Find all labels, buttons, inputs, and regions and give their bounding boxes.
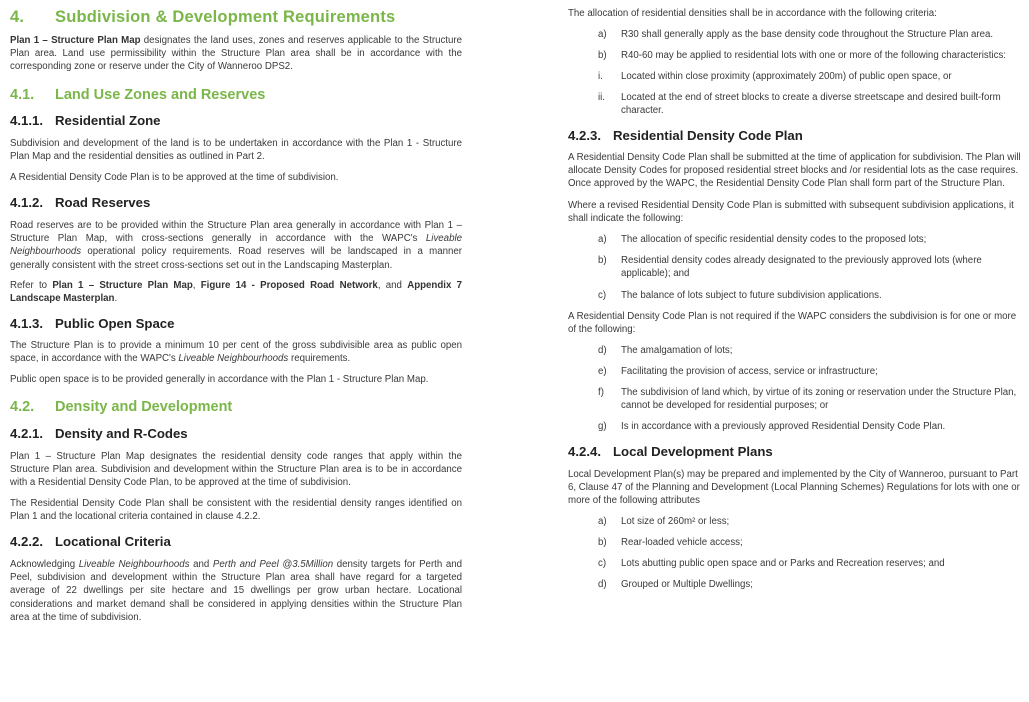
liveable-neighbourhoods-ref: Liveable Neighbourhoods [178,353,289,365]
list-item [598,386,1021,412]
liveable-neighbourhoods-ref: Liveable Neighbourhoods [78,559,190,570]
figure-14-ref: Figure 14 - Proposed Road Network [200,280,378,291]
list-text: Located at the end of street blocks to create a diverse streetscape and desired built-form character. [621,92,1001,117]
list-item [598,70,1021,83]
public-open-space-para-1 [10,339,462,365]
section-title: Density and R-Codes [55,426,188,441]
appendix-7-ref: Appendix 7 Landscape Masterplan [10,280,462,305]
text: Road reserves are to be provided within the Structure Plan area generally in accordance with Plan 1 – Structure Plan Map, with cross-sections generally in accordance with the WAPC's [10,220,462,245]
section-4-2-3-heading [568,128,803,143]
section-title: Residential Density Code Plan [613,128,803,143]
list-marker: a) [598,516,607,527]
density-code-plan-para-2: Where a revised Residential Density Code Plan is submitted with subsequent subdivision applications, it shall indicate the following: [568,200,1014,225]
section-4-intro [10,34,462,74]
list-marker: d) [598,579,607,590]
section-4-heading [10,8,395,27]
section-number: 4.1.3. [10,316,43,331]
text: The Structure Plan is to provide a minimum 10 per cent of the gross subdivisible area as public open space, in accordance with the WAPC's [10,340,462,365]
density-code-plan-para-3: A Residential Density Code Plan is not required if the WAPC considers the subdivision is for one or more of the following: [568,311,1017,336]
section-number: 4.2.2. [10,534,43,549]
road-reserves-para-1 [10,219,462,272]
list-marker: b) [598,50,607,61]
list-item [598,557,1021,570]
list-item [598,515,1021,528]
plan-1-ref: Plan 1 – Structure Plan Map [10,35,141,46]
list-item [598,289,1021,302]
list-text: Lots abutting public open space and or Parks and Recreation reserves; and [621,558,945,569]
list-text: Is in accordance with a previously approved Residential Density Code Plan. [621,421,946,432]
text: and [189,559,213,570]
section-4-1-heading [10,87,265,103]
list-text: Grouped or Multiple Dwellings; [621,579,753,590]
list-marker: c) [598,290,607,301]
section-title: Road Reserves [55,195,151,210]
local-development-plans-para: Local Development Plan(s) may be prepared and implemented by the City of Wanneroo, pursuant to Part 6, Clause 47 of the Planning and Development (Local Planning Schemes) Regulations for lots with one or more of the following attributes [568,469,1020,507]
list-text: Lot size of 260m² or less; [621,516,730,527]
section-number: 4.2.4. [568,444,601,459]
list-text: Residential density codes already designated to the previously approved lots (where applicable); and [621,255,982,280]
text: . [114,293,118,305]
section-number: 4. [10,8,25,26]
text: density targets for Perth and Peel, subdivision and development within the Structure Plan area shall have regard for a targeted average of 22 dwellings per site hectare and 15 dwellings per grow urban hectare. Locational considerations and market demand shall be considered in applying densities within the Structure Plan area at the time of subdivision. [10,559,463,623]
list-item [598,254,1021,280]
list-text: The balance of lots subject to future subdivision applications. [621,290,882,301]
list-item [598,49,1021,62]
section-title: Density and Development [55,399,233,415]
locational-criteria-para [10,558,462,624]
road-reserves-para-2 [10,279,462,305]
list-text: The subdivision of land which, by virtue of its zoning or reservation under the Structure Plan, cannot be developed for residential purposes; or [621,387,1017,412]
list-text: Facilitating the provision of access, service or infrastructure; [621,366,878,377]
section-number: 4.1. [10,87,35,103]
list-marker: d) [598,345,607,356]
list-marker: i. [598,71,603,82]
list-item [598,536,1021,549]
liveable-neighbourhoods-ref: Liveable Neighbourhoods [10,233,462,258]
text: , [192,280,201,291]
text: , and [377,280,408,291]
allocation-intro: The allocation of residential densities shall be in accordance with the following criteria: [568,8,937,19]
section-4-2-2-heading [10,534,171,549]
list-item [598,420,1021,433]
plan-1-ref: Plan 1 – Structure Plan Map [52,280,193,291]
residential-zone-para-2: A Residential Density Code Plan is to be approved at the time of subdivision. [10,172,339,183]
section-number: 4.2. [10,399,35,415]
density-rcodes-para-1: Plan 1 – Structure Plan Map designates the residential density code ranges that apply within the Structure Plan area. Subdivision and development within the Structure Plan area is to be in accordance with a Residential Density Code Plan, to be approved at the time of subdivision. [10,451,462,489]
text: operational policy requirements. Road reserves will be landscaped in a manner generally consistent with the street cross-sections set out in the Landscaping Masterplan. [10,246,462,271]
list-text: R30 shall generally apply as the base density code throughout the Structure Plan area. [621,29,994,40]
section-title: Local Development Plans [613,444,773,459]
text: requirements. [288,353,351,365]
list-text: Rear-loaded vehicle access; [621,537,743,548]
list-item [598,233,1021,246]
list-item [598,344,1021,357]
section-4-1-1-heading [10,113,161,128]
section-4-2-4-heading [568,444,773,459]
section-number: 4.1.2. [10,195,43,210]
section-4-2-heading [10,399,232,415]
section-title: Locational Criteria [55,534,171,549]
intro-text: designates the land uses, zones and reserves applicable to the Structure Plan area. Land use permissibility within the Structure Plan area shall be in accordance with the corresponding zone or reserve under the City of Wanneroo DPS2. [10,35,462,73]
list-marker: g) [598,421,607,432]
section-title: Subdivision & Development Requirements [55,8,396,26]
section-title: Residential Zone [55,113,161,128]
list-marker: a) [598,29,607,40]
list-item [598,91,1021,117]
list-item [598,365,1021,378]
list-item [598,578,1021,591]
list-text: The amalgamation of lots; [621,345,733,356]
list-text: The allocation of specific residential density codes to the proposed lots; [621,234,927,245]
text: Refer to [10,280,53,291]
list-marker: ii. [598,92,605,103]
public-open-space-para-2: Public open space is to be provided generally in accordance with the Plan 1 - Structure Plan Map. [10,374,429,385]
list-marker: b) [598,537,607,548]
list-item [598,28,1021,41]
section-4-2-1-heading [10,426,188,441]
list-text: R40-60 may be applied to residential lots with one or more of the following characteristics: [621,50,1007,61]
density-code-plan-para-1: A Residential Density Code Plan shall be submitted at the time of application for subdivision. The Plan will allocate Density Codes for proposed residential street blocks and /or residential lots as the case requires. Once approved by the WAPC, the Residential Density Code Plan shall form part of the Structure Plan. [568,152,1021,190]
list-marker: e) [598,366,607,377]
text: Acknowledging [10,559,79,570]
residential-zone-para-1: Subdivision and development of the land is to be undertaken in accordance with the Plan 1 - Structure Plan Map and the residential densities as outlined in Part 2. [10,138,462,163]
section-number: 4.2.1. [10,426,43,441]
section-4-1-3-heading [10,316,174,331]
section-title: Public Open Space [55,316,175,331]
perth-peel-ref: Perth and Peel @3.5Million [212,559,334,570]
list-marker: a) [598,234,607,245]
section-4-1-2-heading [10,195,150,210]
list-marker: f) [598,387,604,398]
section-number: 4.1.1. [10,113,43,128]
density-rcodes-para-2: The Residential Density Code Plan shall be consistent with the residential density ranges identified on Plan 1 and the locational criteria contained in clause 4.2.2. [10,498,462,523]
section-number: 4.2.3. [568,128,601,143]
list-text: Located within close proximity (approximately 200m) of public open space, or [621,71,952,82]
section-title: Land Use Zones and Reserves [55,87,266,103]
list-marker: b) [598,255,607,266]
list-marker: c) [598,558,607,569]
